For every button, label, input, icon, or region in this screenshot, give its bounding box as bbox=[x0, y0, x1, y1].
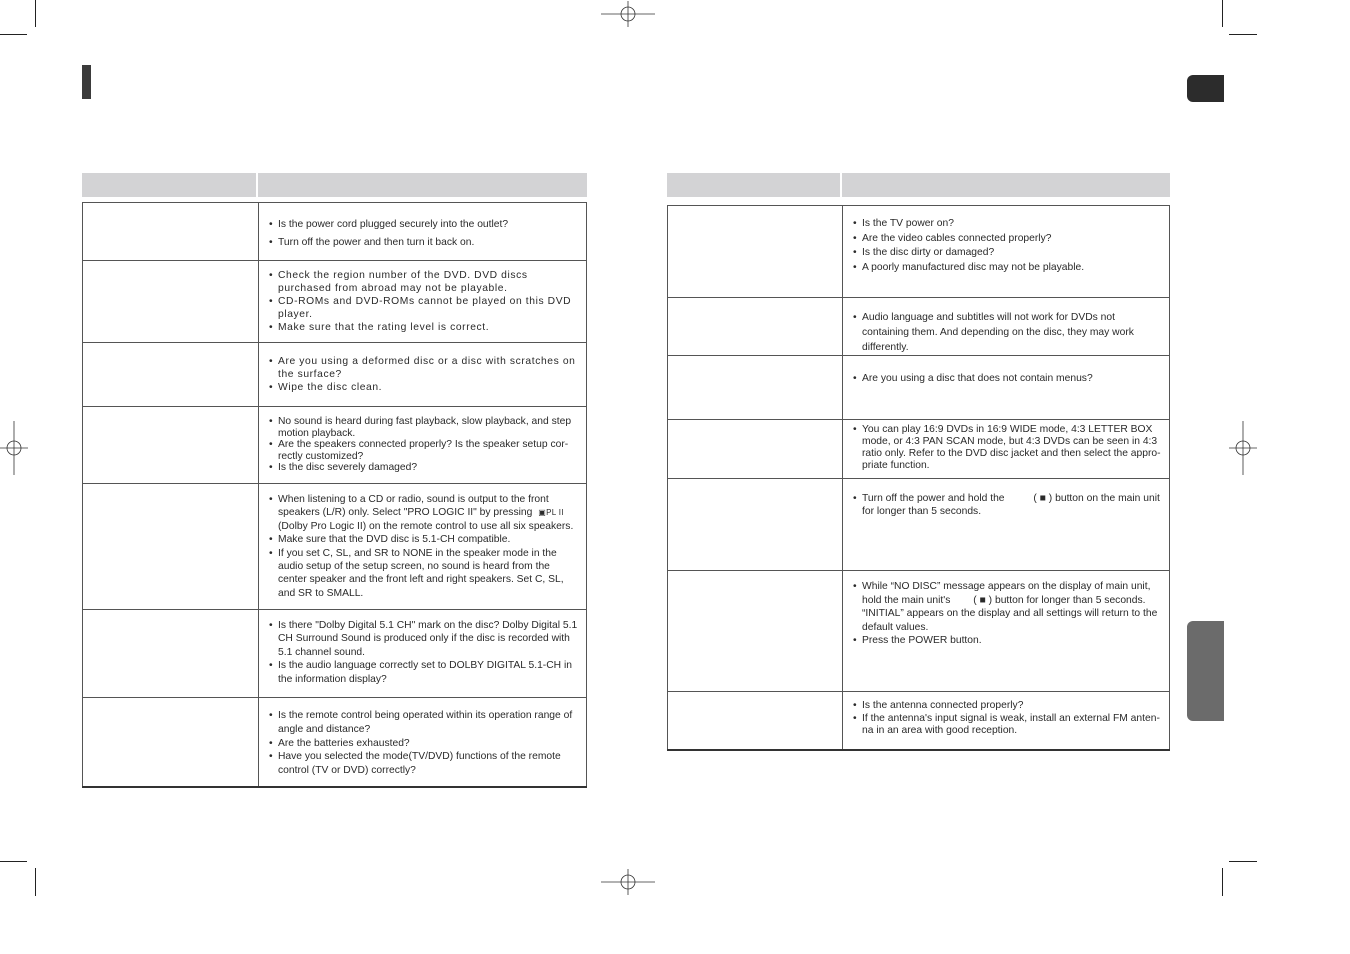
table-row bbox=[668, 692, 1170, 750]
remedy-cell bbox=[843, 206, 1170, 298]
crop-mark bbox=[35, 0, 36, 27]
remedy-cell bbox=[259, 343, 587, 407]
table-row bbox=[83, 610, 587, 698]
right-table-header bbox=[667, 173, 1170, 197]
remedy-item-text: Turn off the power and hold the bbox=[862, 493, 1005, 504]
dolby-pl2-logo: ▣PL II bbox=[538, 508, 564, 518]
table-row bbox=[668, 571, 1170, 692]
symptom-cell bbox=[83, 610, 259, 698]
remedy-cell bbox=[259, 261, 587, 343]
symptom-cell bbox=[668, 298, 843, 356]
remedy-item: • Is the disc severely damaged? bbox=[269, 462, 580, 474]
table-row bbox=[83, 484, 587, 610]
registration-mark-icon bbox=[1229, 421, 1257, 475]
remedy-item: • Is the TV power on? bbox=[853, 217, 1163, 231]
symptom-cell bbox=[668, 206, 843, 298]
remedy-item: • Have you selected the mode(TV/DVD) functions of the remote control (TV or DVD) correctly? bbox=[269, 750, 580, 778]
remedy-item: • Audio language and subtitles will not work for DVDs not containing them. And depending on the disc, they may work differently. bbox=[853, 310, 1163, 355]
remedy-cell bbox=[843, 571, 1170, 692]
symptom-cell bbox=[668, 571, 843, 692]
symptom-cell bbox=[668, 356, 843, 420]
remedy-cell bbox=[843, 420, 1170, 479]
remedy-cell bbox=[259, 203, 587, 261]
table-row bbox=[668, 420, 1170, 479]
crop-mark bbox=[1229, 861, 1257, 862]
remedy-item: • Are the batteries exhausted? bbox=[269, 737, 580, 751]
remedy-item: • Make sure that the rating level is correct. bbox=[269, 321, 580, 334]
remedy-item: • Are you using a deformed disc or a disc with scratches on the surface? bbox=[269, 355, 580, 381]
remedy-item: • If you set C, SL, and SR to NONE in the speaker mode in the audio setup of the setup screen, no sound is heard from the center speaker and the front left and right speakers. Set C, SL, and SR to SMALL. bbox=[269, 547, 580, 601]
remedy-item: • You can play 16:9 DVDs in 16:9 WIDE mode, 4:3 LETTER BOX mode, or 4:3 PAN SCAN mode, but 4:3 DVDs can be seen in 4:3 ratio only. Refer to the DVD disc jacket and then select the appro-priate function. bbox=[853, 424, 1163, 472]
crop-mark bbox=[1229, 34, 1257, 35]
remedy-item: • If the antenna's input signal is weak, install an external FM anten-na in an area with good reception. bbox=[853, 713, 1163, 738]
remedy-item bbox=[269, 493, 580, 533]
table-row bbox=[668, 298, 1170, 356]
table-row bbox=[83, 203, 587, 261]
crop-mark bbox=[0, 34, 27, 35]
table-row bbox=[668, 479, 1170, 571]
registration-mark-icon bbox=[601, 869, 655, 895]
remedy-item: • Is there "Dolby Digital 5.1 CH" mark on the disc? Dolby Digital 5.1 CH Surround Sound is produced only if the disc is recorded with 5.1 channel sound. bbox=[269, 619, 580, 659]
remedy-cell bbox=[259, 407, 587, 484]
remedy-item-text: When listening to a CD or radio, sound is output to the front speakers (L/R) only. Select "PRO LOGIC II" by pressing bbox=[278, 494, 549, 519]
left-table-header bbox=[82, 173, 587, 197]
symptom-cell bbox=[668, 420, 843, 479]
remedy-item: • CD-ROMs and DVD-ROMs cannot be played on this DVD player. bbox=[269, 295, 580, 321]
symptom-cell bbox=[83, 484, 259, 610]
stop-button-symbol: ( ■ ) bbox=[1033, 493, 1053, 504]
remedy-item-text-tail: (Dolby Pro Logic II) on the remote control to use all six speakers. bbox=[278, 520, 574, 532]
registration-mark-icon bbox=[601, 1, 655, 27]
right-troubleshooting-table bbox=[667, 205, 1170, 751]
crop-mark bbox=[0, 861, 27, 862]
remedy-item: • Is the remote control being operated within its operation range of angle and distance? bbox=[269, 709, 580, 737]
symptom-cell bbox=[83, 203, 259, 261]
remedy-cell bbox=[843, 298, 1170, 356]
table-row bbox=[83, 407, 587, 484]
remedy-item: • Turn off the power and then turn it back on. bbox=[269, 236, 580, 250]
remedy-item: • Are the video cables connected properly? bbox=[853, 232, 1163, 246]
table-row bbox=[668, 206, 1170, 298]
remedy-item: • No sound is heard during fast playback, slow playback, and step motion playback. bbox=[269, 416, 580, 439]
crop-mark bbox=[1222, 0, 1223, 27]
remedy-item: • Make sure that the DVD disc is 5.1-CH compatible. bbox=[269, 533, 580, 546]
stop-button-symbol: ( ■ ) bbox=[973, 594, 993, 606]
remedy-item-text: While “NO DISC” message appears on the display of main unit, hold the main unit's bbox=[862, 581, 1151, 606]
remedy-cell bbox=[843, 479, 1170, 571]
symptom-cell bbox=[83, 407, 259, 484]
remedy-cell bbox=[259, 698, 587, 787]
registration-mark-icon bbox=[0, 421, 28, 475]
page-tab bbox=[1187, 75, 1224, 102]
remedy-item: • Is the power cord plugged securely into the outlet? bbox=[269, 218, 580, 232]
symptom-header-cell bbox=[667, 173, 842, 197]
remedy-item bbox=[853, 580, 1163, 634]
crop-mark bbox=[1222, 868, 1223, 896]
remedy-cell bbox=[259, 484, 587, 610]
remedy-item: • Are you using a disc that does not contain menus? bbox=[853, 372, 1163, 385]
remedy-cell bbox=[843, 692, 1170, 750]
remedy-item: • Check the region number of the DVD. DVD discs purchased from abroad may not be playable. bbox=[269, 269, 580, 295]
symptom-cell bbox=[668, 692, 843, 750]
remedy-item: • Wipe the disc clean. bbox=[269, 381, 580, 394]
symptom-cell bbox=[83, 261, 259, 343]
remedy-item: • Are the speakers connected properly? Is the speaker setup cor-rectly customized? bbox=[269, 439, 580, 462]
table-row bbox=[83, 698, 587, 787]
remedy-item: • A poorly manufactured disc may not be playable. bbox=[853, 261, 1163, 275]
left-troubleshooting-table bbox=[82, 202, 587, 788]
symptom-cell bbox=[668, 479, 843, 571]
remedy-item: • Is the disc dirty or damaged? bbox=[853, 246, 1163, 260]
pl2-logo-text: PL II bbox=[546, 508, 564, 518]
remedy-header-cell bbox=[258, 173, 587, 197]
remedy-item bbox=[853, 492, 1163, 518]
symptom-cell bbox=[83, 343, 259, 407]
remedy-item-text-tail: button on the main unit for longer than 5 seconds. bbox=[862, 493, 1160, 517]
remedy-item: • Press the POWER button. bbox=[853, 634, 1163, 648]
remedy-cell bbox=[843, 356, 1170, 420]
remedy-item-text-tail: button for longer than 5 seconds. “INITIAL” appears on the display and all settings will return to the default values. bbox=[862, 594, 1158, 633]
remedy-header-cell bbox=[842, 173, 1170, 197]
crop-mark bbox=[35, 868, 36, 896]
title-accent-bar bbox=[82, 65, 91, 99]
table-row bbox=[83, 343, 587, 407]
table-row bbox=[83, 261, 587, 343]
symptom-cell bbox=[83, 698, 259, 787]
remedy-cell bbox=[259, 610, 587, 698]
symptom-header-cell bbox=[82, 173, 258, 197]
remedy-item: • Is the audio language correctly set to DOLBY DIGITAL 5.1-CH in the information display? bbox=[269, 659, 580, 686]
section-tab bbox=[1187, 621, 1224, 721]
table-row bbox=[668, 356, 1170, 420]
remedy-item: • Is the antenna connected properly? bbox=[853, 700, 1163, 713]
